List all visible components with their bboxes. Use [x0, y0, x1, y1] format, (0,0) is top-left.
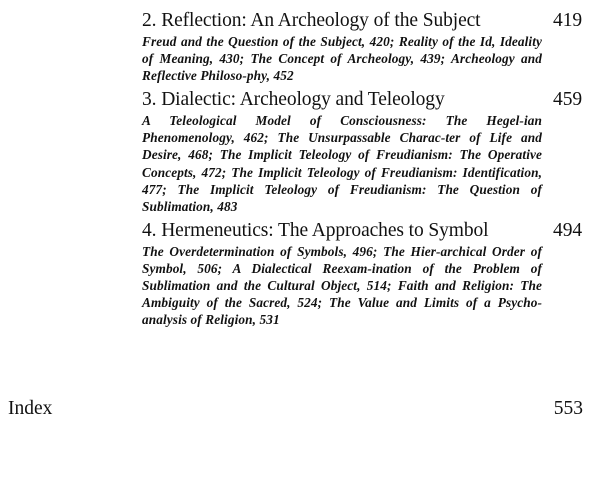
toc-entry-dialectic [142, 89, 582, 215]
index-label: Index [8, 398, 53, 419]
index-page-number: 553 [553, 398, 583, 419]
toc-entry-heading: 4. Hermeneutics: The Approaches to Symbol [142, 219, 489, 241]
toc-list [142, 10, 582, 333]
toc-entry-heading: 2. Reflection: An Archeology of the Subject [142, 10, 481, 31]
toc-entry-reflection [142, 10, 582, 84]
toc-entry-header [142, 220, 582, 242]
toc-entry-subsections: Freud and the Question of the Subject, 420; Reality of the Id, Ideality of Meaning, 430; The Concept of Archeology, 439; Archeology and Reflective Philoso-phy, 452 [142, 34, 542, 84]
toc-entry-subsections: A Teleological Model of Consciousness: The Hegel-ian Phenomenology, 462; The Unsurpassable Charac-ter of Life and Desire, 468; The Implicit Teleology of Freudianism: The Operative Concepts, 472; The Implicit Teleology of Freudianism: Identification, 477; The Implicit Teleology of Freudianism: The Question of Sublimation, 483 [142, 113, 542, 214]
toc-entry-page-number: 419 [553, 10, 582, 31]
toc-index-entry [8, 398, 583, 420]
toc-entry-hermeneutics [142, 220, 582, 328]
toc-entry-header [142, 89, 582, 111]
toc-entry-header [142, 10, 582, 32]
toc-entry-page-number: 459 [553, 89, 582, 111]
toc-entry-subsections: The Overdetermination of Symbols, 496; The Hier-archical Order of Symbol, 506; A Dialectical Reexam-ination of the Problem of Sublimation and the Cultural Object, 514; Faith and Religion: The Ambiguity of the Sacred, 524; The Value and Limits of a Psycho-analysis of Religion, 531 [142, 243, 542, 328]
toc-entry-page-number: 494 [553, 219, 582, 241]
toc-entry-heading: 3. Dialectic: Archeology and Teleology [142, 89, 445, 111]
